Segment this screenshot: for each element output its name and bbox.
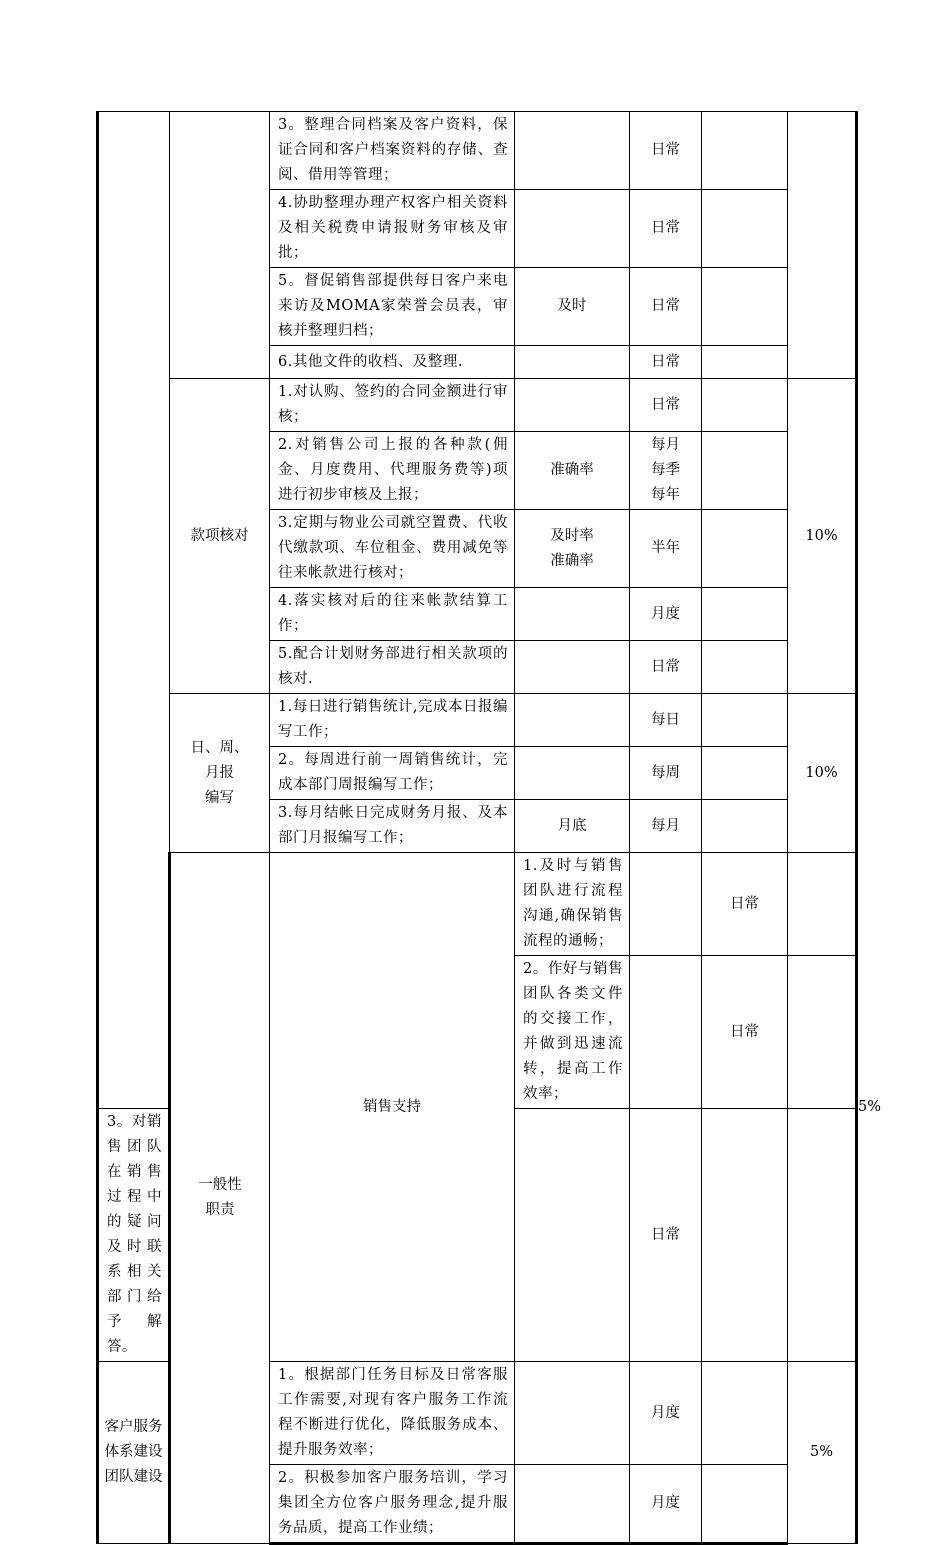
weight-cell-continued — [788, 112, 857, 379]
item-cell: 销售支持 — [270, 853, 515, 1362]
frequency-cell: 日常 — [702, 853, 788, 956]
frequency-cell: 日常 — [630, 1109, 702, 1362]
blank-cell — [702, 190, 788, 268]
task-cell: 5.配合计划财务部进行相关款项的核对. — [270, 641, 515, 694]
task-cell: 1.对认购、签约的合同金额进行审核； — [270, 379, 515, 432]
blank-cell — [702, 747, 788, 800]
task-cell: 4.落实核对后的往来帐款结算工作； — [270, 588, 515, 641]
blank-cell — [702, 800, 788, 853]
frequency-cell: 月度 — [630, 1362, 702, 1465]
standard-line: 准确率 — [550, 552, 594, 569]
category-cell — [170, 853, 270, 1544]
standard-cell: 准确率 — [515, 432, 630, 510]
standard-cell — [515, 1362, 630, 1465]
weight-cell: 10% — [788, 694, 857, 853]
frequency-cell: 日常 — [630, 379, 702, 432]
frequency-cell: 日常 — [630, 268, 702, 346]
standard-cell — [515, 379, 630, 432]
category-line: 一般性 — [198, 1177, 242, 1193]
task-cell: 2。每周进行前一周销售统计，完成本部门周报编写工作； — [270, 747, 515, 800]
task-cell: 5。督促销售部提供每日客户来电来访及MOMA家荣誉会员表，审核并整理归档； — [270, 268, 515, 346]
item-line: 客户服务 — [104, 1419, 163, 1435]
weight-cell: 10% — [788, 379, 857, 694]
table-row: 一般性 职责 销售支持 1.及时与销售团队进行流程沟通,确保销售流程的通畅； 日常 5% — [98, 853, 857, 956]
item-line: 月报 — [205, 764, 234, 781]
frequency-cell: 每月 — [630, 800, 702, 853]
standard-cell — [515, 694, 630, 747]
frequency-cell: 半年 — [630, 510, 702, 588]
task-cell: 1.及时与销售团队进行流程沟通,确保销售流程的通畅； — [515, 853, 630, 956]
item-line: 编写 — [205, 789, 234, 806]
task-cell: 3.每月结帐日完成财务月报、及本部门月报编写工作； — [270, 800, 515, 853]
item-cell-continued — [170, 112, 270, 379]
blank-cell — [702, 510, 788, 588]
standard-cell — [630, 956, 702, 1109]
item-cell: 款项核对 — [170, 379, 270, 694]
standard-cell — [630, 853, 702, 956]
table-row — [98, 694, 857, 747]
frequency-cell: 日常 — [630, 190, 702, 268]
blank-cell — [788, 853, 857, 956]
category-line: 职责 — [205, 1202, 235, 1218]
blank-cell — [702, 432, 788, 510]
frequency-line: 每季 — [651, 462, 680, 478]
blank-cell — [702, 588, 788, 641]
standard-cell — [515, 346, 630, 379]
task-cell: 3。对销售团队在销售过程中的疑问及时联系相关部门给予解答。 — [98, 1109, 170, 1362]
frequency-cell: 每日 — [630, 694, 702, 747]
task-cell: 1。根据部门任务目标及日常客服工作需要,对现有客户服务工作流程不断进行优化，降低服务成本、提升服务效率； — [270, 1362, 515, 1465]
weight-cell: 5% — [788, 1362, 857, 1544]
item-line: 日、周、 — [190, 739, 249, 756]
blank-cell — [702, 112, 788, 190]
table-row — [98, 379, 857, 432]
task-cell: 1.每日进行销售统计,完成本日报编写工作； — [270, 694, 515, 747]
item-line: 体系建设 — [104, 1444, 163, 1460]
frequency-cell: 日常 — [630, 641, 702, 694]
standard-cell — [515, 112, 630, 190]
frequency-cell — [630, 432, 702, 510]
task-cell: 3.定期与物业公司就空置费、代收代缴款项、车位租金、费用减免等往来帐款进行核对； — [270, 510, 515, 588]
blank-cell — [702, 1465, 788, 1544]
task-cell: 2。作好与销售团队各类文件的交接工作，并做到迅速流转，提高工作效率； — [515, 956, 630, 1109]
frequency-line: 每年 — [651, 487, 680, 503]
standard-line: 及时率 — [550, 527, 594, 544]
standard-cell: 月底 — [515, 800, 630, 853]
table-row — [98, 112, 857, 190]
frequency-cell: 日常 — [630, 112, 702, 190]
blank-cell — [788, 956, 857, 1109]
standard-cell — [515, 1465, 630, 1544]
blank-cell — [702, 379, 788, 432]
frequency-cell: 月度 — [630, 1465, 702, 1544]
item-cell — [170, 694, 270, 853]
standard-cell — [515, 1109, 630, 1362]
frequency-cell: 日常 — [702, 956, 788, 1109]
item-line: 团队建设 — [104, 1469, 163, 1485]
standard-cell — [515, 190, 630, 268]
task-cell: 6.其他文件的收档、及整理. — [270, 346, 515, 379]
blank-cell — [702, 1109, 788, 1362]
standard-cell — [515, 747, 630, 800]
blank-cell — [702, 694, 788, 747]
blank-cell — [702, 346, 788, 379]
frequency-cell: 月度 — [630, 588, 702, 641]
standard-cell: 及时 — [515, 268, 630, 346]
standard-cell — [515, 510, 630, 588]
item-cell — [98, 1362, 170, 1544]
standard-cell — [515, 641, 630, 694]
frequency-cell: 日常 — [630, 346, 702, 379]
blank-cell — [702, 1362, 788, 1465]
blank-cell — [702, 268, 788, 346]
task-cell: 2.对销售公司上报的各种款(佣金、月度费用、代理服务费等)项进行初步审核及上报； — [270, 432, 515, 510]
category-cell-continued — [98, 112, 170, 1109]
job-duty-table — [96, 111, 882, 1545]
frequency-cell: 每周 — [630, 747, 702, 800]
task-cell: 3。整理合同档案及客户资料，保证合同和客户档案资料的存储、查阅、借用等管理； — [270, 112, 515, 190]
frequency-line: 每月 — [651, 437, 680, 453]
task-cell: 4.协助整理办理产权客户相关资料及相关税费申请报财务审核及审批； — [270, 190, 515, 268]
standard-cell — [515, 588, 630, 641]
task-cell: 2。积极参加客户服务培训，学习集团全方位客户服务理念,提升服务品质，提高工作业绩； — [270, 1465, 515, 1544]
blank-cell — [702, 641, 788, 694]
